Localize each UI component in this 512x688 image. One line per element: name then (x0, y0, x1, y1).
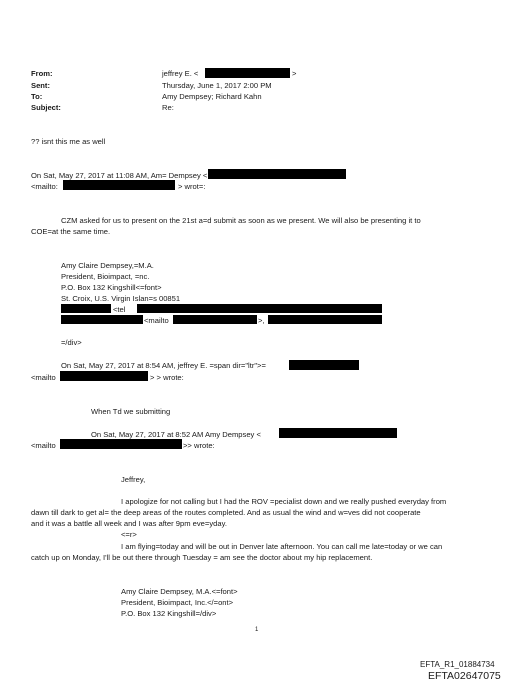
signature-2-address: P.O. Box 132 Kingshill=/div> (121, 609, 217, 618)
signature-1-name: Amy Claire Dempsey,=M.A. (61, 261, 154, 270)
flying-line-2: catch up on Monday, I'll be out there through Tuesday = am see the doctor about my hip replacement. (31, 553, 373, 562)
redaction-box (63, 180, 175, 190)
reply-line: ?? isnt this me as well (31, 137, 106, 146)
redaction-box (268, 315, 382, 324)
when-line: When Td we submitting (91, 407, 171, 416)
sent-value: Thursday, June 1, 2017 2:00 PM (162, 81, 272, 90)
apology-line-1: I apologize for not calling but I had the ROV =pecialist down and we really pushed everyday from (121, 497, 447, 506)
quote-header-1-mailto: <mailto: (31, 182, 58, 191)
signature-1-location: St. Croix, U.S. Virgin Islan=s 00851 (61, 294, 181, 303)
redaction-box (137, 304, 382, 313)
redaction-box (60, 371, 148, 381)
signature-1-mailto-tail: >, (258, 316, 265, 325)
quote-header-1: On Sat, May 27, 2017 at 11:08 AM, Am= Dempsey < (31, 171, 208, 180)
redaction-box (279, 428, 397, 438)
bates-number-2: EFTA02647075 (428, 670, 501, 682)
redaction-box (60, 439, 182, 449)
bates-number-1: EFTA_R1_01884734 (420, 660, 495, 669)
signature-1-tel: <tel (113, 305, 126, 314)
czm-line-1: CZM asked for us to present on the 21st a=d submit as soon as we present. We will also be presenting it to (61, 216, 421, 225)
greeting: Jeffrey, (121, 475, 146, 484)
quote-header-2-mailto: <mailto (31, 373, 56, 382)
br-tag: <=r> (121, 530, 137, 539)
czm-line-2: COE=at the same time. (31, 227, 111, 236)
quote-header-2: On Sat, May 27, 2017 at 8:54 AM, jeffrey E. =span dir="ltr">= (61, 361, 266, 370)
redaction-box (205, 68, 290, 78)
redaction-box (289, 360, 359, 370)
to-label: To: (31, 92, 43, 101)
redaction-box (61, 315, 143, 324)
div-close: =/div> (61, 338, 82, 347)
to-value: Amy Dempsey; Richard Kahn (162, 92, 262, 101)
subject-value: Re: (162, 103, 174, 112)
redaction-box (61, 304, 111, 313)
apology-line-3: and it was a battle all week and I was after 9pm eve=yday. (31, 519, 227, 528)
from-value: jeffrey E. < (162, 69, 199, 78)
flying-line-1: I am flying=today and will be out in Denver late afternoon. You can call me late=today or we can (121, 542, 443, 551)
signature-2-title: President, Bioimpact, Inc.</=ont> (121, 598, 234, 607)
signature-2-name: Amy Claire Dempsey, M.A.<=font> (121, 587, 238, 596)
redaction-box (208, 169, 346, 179)
signature-1-title: President, Bioimpact, =nc. (61, 272, 150, 281)
sent-label: Sent: (31, 81, 50, 90)
quote-header-3: On Sat, May 27, 2017 at 8:52 AM Amy Dempsey < (91, 430, 261, 439)
apology-line-2: dawn till dark to get al= the deep areas of the routes completed. And as usual the wind and w=ves did not cooperate (31, 508, 421, 517)
from-value-tail: > (292, 69, 297, 78)
quote-header-1-wrote: > wrot=: (178, 182, 206, 191)
page-number: 1 (255, 627, 259, 633)
signature-1-mailto: <mailto (144, 316, 169, 325)
quote-header-3-mailto: <mailto (31, 441, 56, 450)
quote-header-3-wrote: >> wrote: (183, 441, 215, 450)
quote-header-2-wrote: > > wrote: (150, 373, 184, 382)
subject-label: Subject: (31, 103, 61, 112)
redaction-box (173, 315, 257, 324)
signature-1-address: P.O. Box 132 Kingshill<=font> (61, 283, 162, 292)
from-label: From: (31, 69, 53, 78)
